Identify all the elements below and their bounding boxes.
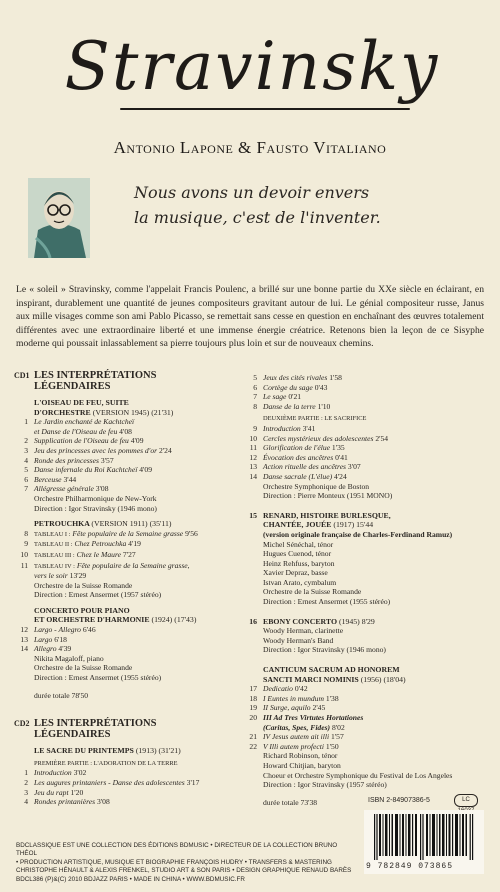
performer-line: Orchestre Philharmonique de New-York (34, 493, 157, 503)
cd1-number: CD1 (14, 371, 30, 380)
track-row: 11 Glorification de l'élue 1'35 (249, 443, 345, 453)
track-row: 13 Largo 6'18 (20, 634, 67, 644)
performer-line: Woody Herman's Band (263, 635, 334, 645)
track-row: 4 Ronde des princesses 3'57 (24, 455, 114, 465)
stravinsky-portrait-illustration (28, 178, 90, 258)
track-row: 8 Danse de la terre 1'10 (253, 401, 331, 411)
track-row: 5 Jeux des cités rivales 1'58 (253, 373, 342, 382)
performer-line: Direction : Pierre Monteux (1951 MONO) (263, 491, 393, 501)
performer-line: Orchestre Symphonique de Boston (263, 481, 370, 491)
track-row: 3 Jeu du rapt 1'20 (24, 787, 84, 797)
work-title-canticum: CANTICUM SACRUM AD HONOREM SANCTI MARCI NOMINIS (1956) (18'04) (263, 665, 406, 684)
track-row: 2 Les augures printaniers - Danse des adolescentes 3'17 (24, 778, 200, 787)
performer-line: Orchestre de la Suisse Romande (34, 663, 133, 673)
work-title-line: D'ORCHESTRE (34, 407, 91, 417)
track-row: 9 TABLEAU II : Chez Petrouchka 4'19 (24, 539, 141, 549)
cd2-heading (14, 718, 249, 741)
work-title-ebony: 16 EBONY CONCERTO (1945) 8'29 (249, 616, 375, 626)
credits-line: CHRISTOPHE HÉNAULT & ALEXIS FRENKEL, STUDIO ART & SON PARIS • DESIGN GRAPHIQUE RENAUD BARÈS (16, 867, 352, 875)
performer-line: Woody Herman, clarinette (263, 626, 344, 636)
performer-line: Direction : Igor Stravinsky (1946 mono) (34, 503, 157, 513)
track-row: 6 Cortège du sage 0'43 (253, 382, 328, 392)
performer-line: Orchestre de la Suisse Romande (34, 580, 133, 590)
authors: Antonio Lapone & Fausto Vitaliano (113, 138, 387, 157)
track-row: 1 Introduction 3'02 (24, 768, 87, 778)
cd2-title-line: LES INTERPRÉTATIONS (34, 718, 157, 730)
track-row: 12 Largo - Allegro 6'46 (20, 625, 96, 635)
isbn: ISBN 2-84907386-5 (368, 797, 430, 804)
cd2-number: CD2 (14, 719, 30, 729)
performer-line: Xavier Depraz, basse (263, 568, 328, 578)
track-row: 8 TABLEAU I : Fête populaire de la Semaine grasse 9'56 (24, 528, 198, 538)
part-heading: DEUXIÈME PARTIE : LE SACRIFICE (263, 415, 367, 423)
work-title-petrouchka: PETROUCHKA (VERSION 1911) (35'11) (34, 519, 172, 529)
track-row: 20 III Ad Tres Virtutes Hortationes (249, 713, 364, 722)
track-row: et Danse de l'Oiseau de feu 4'08 (34, 426, 132, 436)
track-row: 13 Action rituelle des ancêtres 3'07 (249, 462, 361, 472)
performer-line: Direction : Ernest Ansermet (1955 stéréo) (263, 597, 391, 607)
quote-line: la musique, c'est de l'inventer. (134, 208, 381, 227)
work-title-line: L'OISEAU DE FEU, SUITE (34, 398, 129, 407)
tracklist-right-column (249, 373, 488, 807)
track-row: 2 Supplication de l'Oiseau de feu 4'09 (24, 436, 144, 446)
cd1-total-duration: durée totale 78'50 (34, 690, 89, 700)
performer-line: Choeur et Orchestre Symphonique du Festival de Los Angeles (263, 770, 453, 780)
performer-line: Howard Chitjian, baryton (263, 760, 341, 770)
track-row: 1 Le Jardin enchanté de Kachtcheï (24, 417, 135, 427)
cd1-title-line: LES INTERPRÉTATIONS (34, 370, 157, 381)
track-row: 12 Évocation des ancêtres 0'41 (249, 452, 348, 462)
track-row: 21 IV Jesus autem ait illi 1'57 (249, 732, 344, 742)
cd2-total-duration: durée totale 73'38 (263, 797, 318, 807)
track-row: 11 TABLEAU IV : Fête populaire de la Semaine grasse, (20, 560, 190, 570)
credits (16, 842, 358, 884)
tracklist-left-column (14, 370, 249, 807)
track-row: 10 TABLEAU III : Chez le Maure 7'27 (20, 549, 136, 559)
title-underline-decoration (120, 108, 410, 110)
work-title-sacre: LE SACRE DU PRINTEMPS (1913) (31'21) (34, 746, 181, 756)
credits-line: • PRODUCTION ARTISTIQUE, MUSIQUE ET BIOGRAPHIE FRANÇOIS HUDRY • TRANSFERS & MASTERING (16, 858, 332, 866)
performer-line: Direction : Ernest Ansermet (1955 stéréo) (34, 673, 162, 683)
track-row: 6 Berceuse 3'44 (24, 474, 77, 484)
label-code-logo: LC (454, 794, 478, 807)
track-row: 4 Rondes printanières 3'08 (24, 797, 110, 807)
quote-line: Nous avons un devoir envers (134, 183, 370, 202)
track-row: 14 Danse sacrale (L'élue) 4'24 (249, 471, 347, 481)
track-row: vers le soir 13'29 (34, 571, 87, 581)
performer-line: Nikita Magaloff, piano (34, 653, 104, 663)
barcode (364, 810, 484, 874)
cd1-title-line: LÉGENDAIRES (34, 381, 111, 392)
performer-line: Hugues Cuenod, ténor (263, 549, 332, 559)
track-row: (Caritas, Spes, Fides) 8'02 (263, 722, 345, 732)
track-row: 17 Dedicatio 0'42 (249, 684, 308, 694)
track-row: 3 Jeu des princesses avec les pommes d'or 2'24 (24, 445, 172, 455)
track-row: 22 V Illi autem profecti 1'50 (249, 741, 339, 751)
performer-line: Direction : Ernest Ansermet (1957 stéréo) (34, 590, 162, 600)
track-row: 5 Danse infernale du Roi Kachtcheï 4'09 (24, 465, 153, 475)
performer-line: Orchestre de la Suisse Romande (263, 587, 362, 597)
cd2-title-line: LÉGENDAIRES (34, 729, 111, 741)
work-title-piano-concerto: CONCERTO POUR PIANO ET ORCHESTRE D'HARMONIE (1924) (17'43) (34, 605, 197, 625)
performer-line: Direction : Igor Stravinsky (1957 stéréo) (263, 780, 387, 790)
barcode-bars (374, 814, 474, 860)
credits-line: BDCLASSIQUE EST UNE COLLECTION DES ÉDITIONS BDMUSIC • DIRECTEUR DE LA COLLECTION BRUNO THÉOL (16, 842, 338, 858)
performer-line: Istvan Arato, cymbalum (263, 577, 337, 587)
performer-line: Richard Robinson, ténor (263, 751, 338, 761)
stravinsky-quote (134, 180, 474, 230)
credits-line: BDCL386 (P)&(C) 2010 BDJAZZ PARIS • MADE IN CHINA • WWW.BDMUSIC.FR (16, 875, 245, 883)
part-heading: PREMIÈRE PARTIE : L'ADORATION DE LA TERRE (34, 759, 178, 767)
work-title-renard: 15 RENARD, HISTOIRE BURLESQUE, CHANTÉE, JOUÉE (1917) 15'44 (249, 510, 391, 530)
track-row: 7 Le sage 0'21 (253, 392, 302, 402)
track-row: 19 II Surge, aquilo 2'45 (249, 703, 326, 713)
album-title: Stravinsky (64, 28, 440, 105)
cd1-heading (14, 370, 249, 392)
performer-line: Direction : Igor Stravinsky (1946 mono) (263, 645, 386, 655)
performer-line: Michel Sénéchal, ténor (263, 539, 334, 549)
track-row: 10 Cercles mystérieux des adolescentes 2'54 (249, 433, 389, 443)
track-row: 18 I Euntes in mundum 1'38 (249, 693, 339, 703)
track-row: 7 Allégresse générale 3'08 (24, 484, 109, 494)
track-row: 14 Allegro 4'39 (20, 644, 72, 654)
intro-paragraph: Le « soleil » Stravinsky, comme l'appelait Francis Poulenc, a brillé sur une bonne partie du XXe siècle en éclairant, en inspirant, durablement une quantité de jeunes compositeurs gravitant autour de lui. Le génial compositeur russe, Janus aux mille visages comme son ami Pablo Picasso, se remettait sans cesse en question en enchaînant des œuvres totalement différentes avec une extraordinaire liberté et une immense énergie créatrice. Retenons bien la leçon de ce Sisyphe moderne qui poussait inlassablement sa pierre toujours plus loin et sur de nouveaux chemins. (16, 284, 484, 349)
barcode-digits: 9 782849 073865 (366, 862, 454, 871)
work-subtitle: (version originale française de Charles-Ferdinand Ramuz) (263, 529, 453, 539)
work-title-firebird (34, 398, 249, 417)
work-meta: (VERSION 1945) (21'31) (92, 407, 174, 417)
track-row: 9 Introduction 3'41 (253, 423, 316, 433)
performer-line: Heinz Rehfuss, baryton (263, 558, 335, 568)
